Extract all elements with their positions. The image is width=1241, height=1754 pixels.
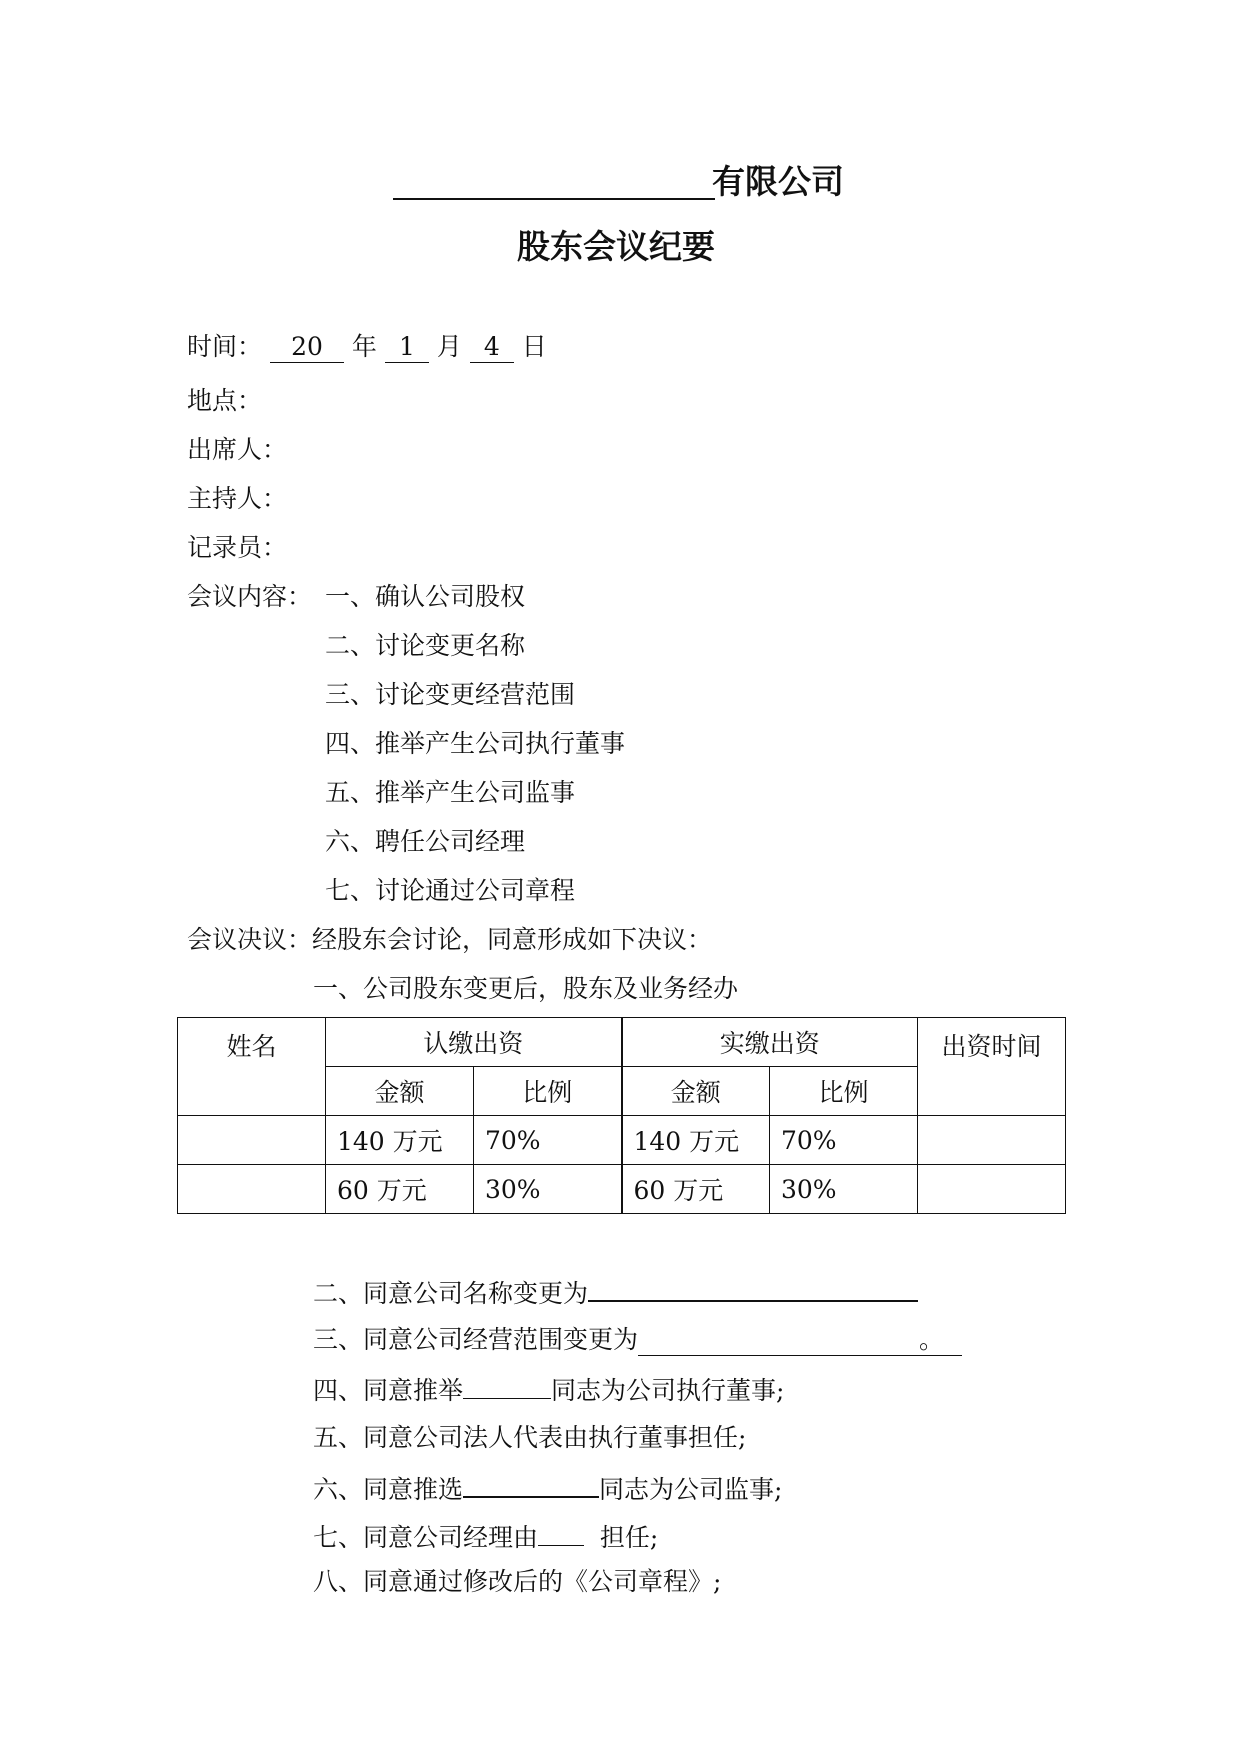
manager-name-blank[interactable] — [538, 1519, 584, 1546]
table-row — [178, 1116, 1066, 1165]
month-field[interactable]: 1 — [385, 332, 429, 363]
agenda-item: 四、推举产生公司执行董事 — [325, 729, 626, 758]
cell-sub-amount: 60 万元 — [326, 1165, 474, 1214]
cell-time[interactable] — [918, 1165, 1066, 1214]
resolution-4 — [313, 1372, 784, 1408]
resolution-4-suffix: 同志为公司执行董事; — [551, 1376, 785, 1405]
cell-name[interactable] — [178, 1165, 326, 1214]
resolution-3-period: 。 — [919, 1325, 945, 1354]
day-field[interactable]: 4 — [470, 332, 514, 363]
director-name-blank[interactable] — [463, 1372, 551, 1399]
day-unit: 日 — [521, 332, 547, 361]
cell-sub-amount: 140 万元 — [326, 1116, 474, 1165]
resolution-item-1: 一、公司股东变更后，股东及业务经办 — [313, 974, 739, 1003]
resolution-5: 五、同意公司法人代表由执行董事担任; — [313, 1423, 747, 1452]
resolution-2-text: 二、同意公司名称变更为 — [313, 1279, 589, 1308]
cell-paid-ratio: 70% — [770, 1116, 918, 1165]
resolution-label: 会议决议：经股东会讨论，同意形成如下决议： — [187, 925, 713, 954]
header-sub-amount: 金额 — [326, 1067, 474, 1116]
agenda-item: 七、讨论通过公司章程 — [325, 876, 576, 905]
resolution-7-suffix: 担任; — [599, 1523, 659, 1552]
resolution-3-text: 三、同意公司经营范围变更为 — [313, 1325, 639, 1354]
header-sub-ratio: 比例 — [474, 1067, 622, 1116]
supervisor-name-blank[interactable] — [463, 1470, 599, 1498]
agenda-item: 二、讨论变更名称 — [325, 631, 526, 660]
header-time: 出资时间 — [918, 1018, 1066, 1116]
cell-time[interactable] — [918, 1116, 1066, 1165]
table-row — [178, 1165, 1066, 1214]
resolution-6-suffix: 同志为公司监事; — [599, 1475, 783, 1504]
cell-name[interactable] — [178, 1116, 326, 1165]
company-name-suffix: 有限公司 — [712, 162, 844, 201]
cell-paid-ratio: 30% — [770, 1165, 918, 1214]
agenda-item: 五、推举产生公司监事 — [325, 778, 576, 807]
header-paid-amount: 金额 — [622, 1067, 770, 1116]
year-field[interactable]: 20 — [270, 332, 344, 363]
meeting-time — [187, 330, 547, 364]
recorder-label: 记录员： — [187, 533, 288, 562]
company-name-blank[interactable] — [393, 196, 715, 200]
new-name-blank[interactable] — [588, 1274, 918, 1302]
cell-sub-ratio: 70% — [474, 1116, 622, 1165]
header-paid: 实缴出资 — [622, 1018, 918, 1067]
resolution-3 — [313, 1323, 962, 1357]
shareholder-table — [177, 1017, 1066, 1214]
agenda-item: 三、讨论变更经营范围 — [325, 680, 576, 709]
header-subscribed: 认缴出资 — [326, 1018, 622, 1067]
attendees-label: 出席人： — [187, 435, 288, 464]
document-title: 股东会议纪要 — [517, 227, 715, 266]
cell-paid-amount: 60 万元 — [622, 1165, 770, 1214]
header-name: 姓名 — [178, 1018, 326, 1116]
header-paid-ratio: 比例 — [770, 1067, 918, 1116]
resolution-6 — [313, 1470, 782, 1507]
cell-paid-amount: 140 万元 — [622, 1116, 770, 1165]
resolution-2 — [313, 1274, 918, 1311]
cell-sub-ratio: 30% — [474, 1165, 622, 1214]
business-scope-blank[interactable] — [638, 1325, 962, 1356]
agenda-item: 一、确认公司股权 — [325, 582, 526, 611]
resolution-6-prefix: 六、同意推选 — [313, 1475, 464, 1504]
month-unit: 月 — [436, 332, 462, 361]
year-unit: 年 — [351, 332, 377, 361]
resolution-8: 八、同意通过修改后的《公司章程》; — [313, 1567, 722, 1596]
agenda-item: 六、聘任公司经理 — [325, 827, 526, 856]
host-label: 主持人： — [187, 484, 288, 513]
place-label: 地点： — [187, 386, 263, 415]
time-label: 时间： — [187, 332, 263, 361]
table-header-row — [178, 1018, 1066, 1067]
resolution-7-prefix: 七、同意公司经理由 — [313, 1523, 539, 1552]
agenda-label: 会议内容： — [187, 582, 313, 611]
resolution-4-prefix: 四、同意推举 — [313, 1376, 464, 1405]
resolution-7 — [313, 1519, 658, 1555]
